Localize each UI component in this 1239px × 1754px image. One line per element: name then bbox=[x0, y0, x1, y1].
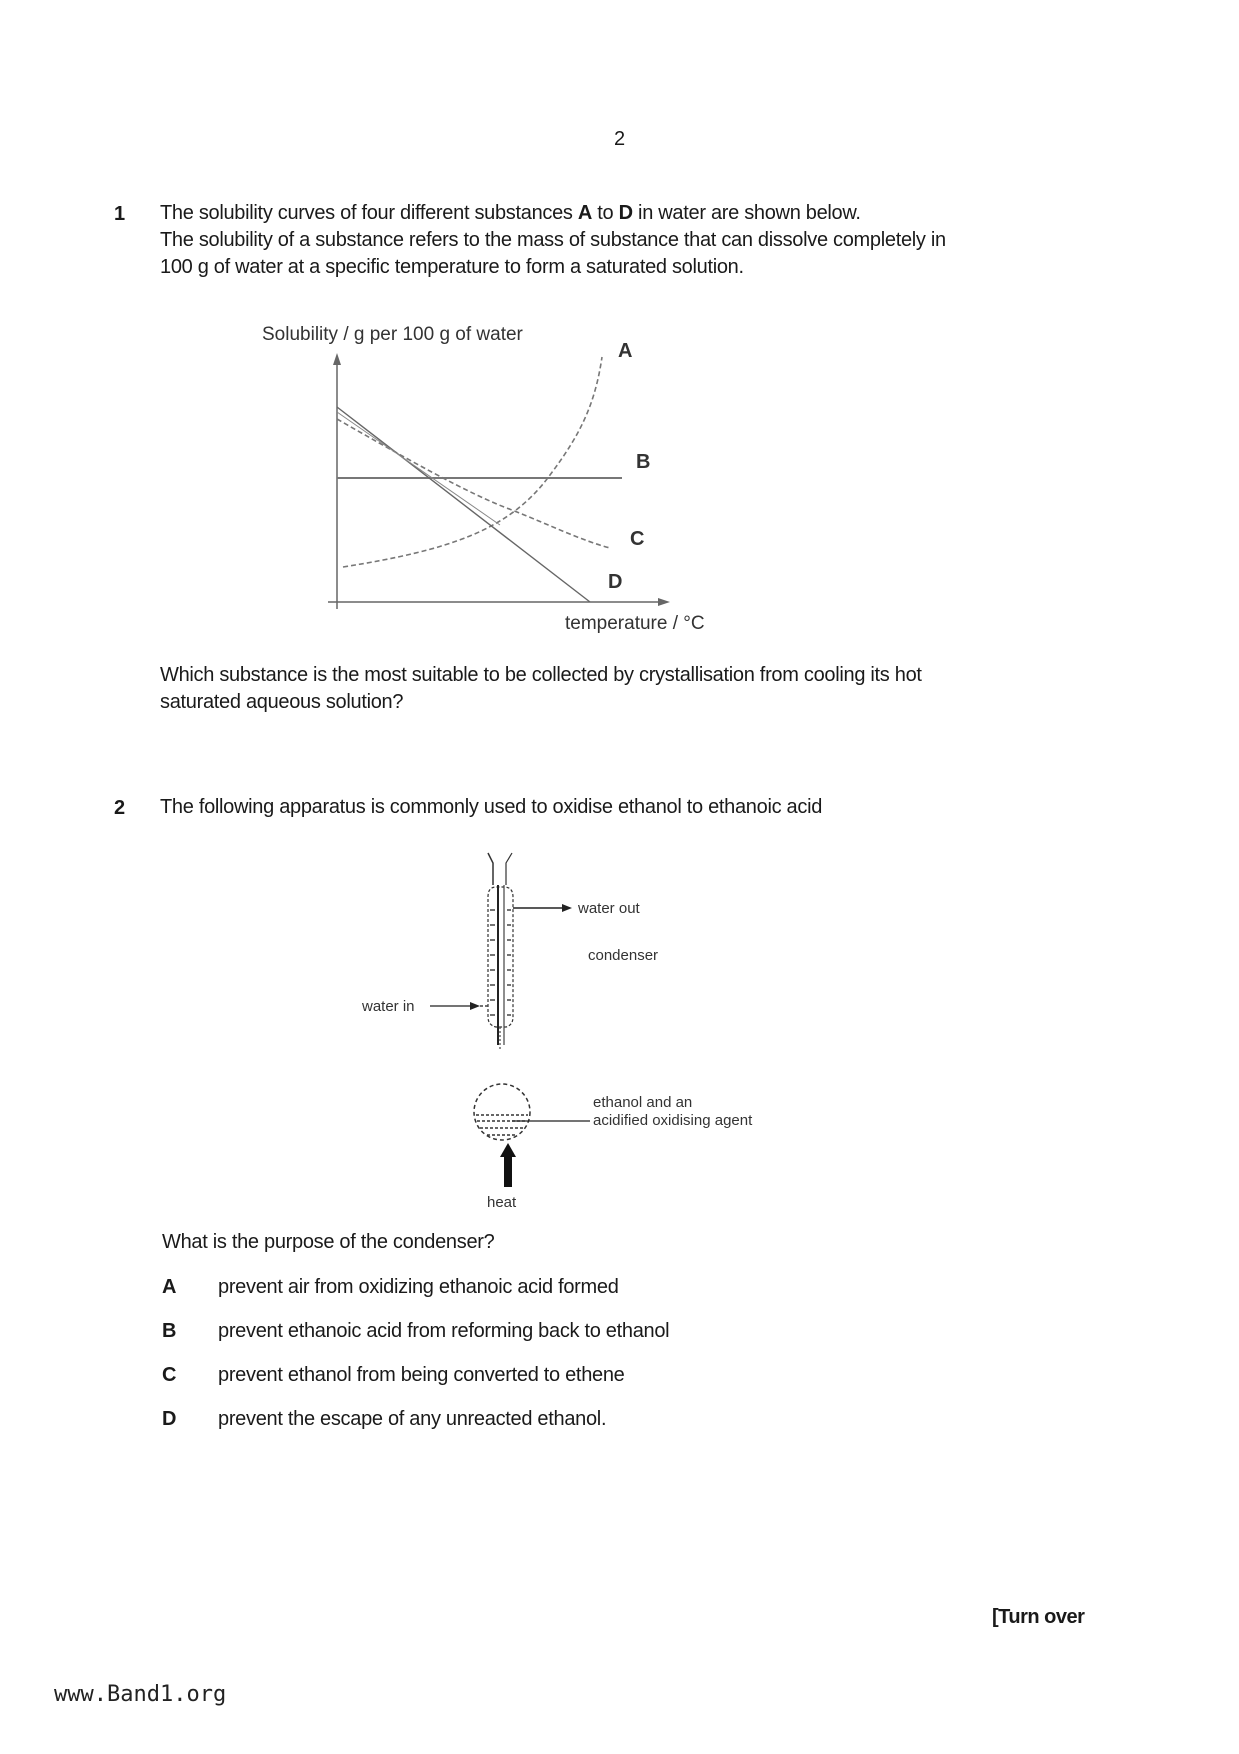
chart-y-axis-label: Solubility / g per 100 g of water bbox=[262, 324, 523, 345]
question-2-prompt: What is the purpose of the condenser? bbox=[162, 1231, 495, 1253]
option-d[interactable]: D prevent the escape of any unreacted ethanol. bbox=[162, 1408, 607, 1430]
flask-contents-label-line2: acidified oxidising agent bbox=[593, 1112, 753, 1129]
heat-label: heat bbox=[487, 1194, 517, 1211]
question-2-intro: The following apparatus is commonly used to oxidise ethanol to ethanoic acid bbox=[160, 796, 823, 818]
curve-d bbox=[337, 407, 590, 602]
footer-url: www.Band1.org bbox=[54, 1682, 227, 1707]
curve-label-b: B bbox=[636, 451, 651, 473]
solubility-chart bbox=[250, 315, 750, 635]
question-1-prompt: Which substance is the most suitable to be collected by crystallisation from cooling its hot saturated aqueous solution? bbox=[160, 664, 922, 713]
curve-label-d: D bbox=[608, 571, 623, 593]
option-b[interactable]: B prevent ethanoic acid from reforming back to ethanol bbox=[162, 1320, 670, 1342]
curve-a bbox=[343, 357, 602, 567]
condenser-label: condenser bbox=[588, 947, 659, 964]
question-2-number: 2 bbox=[114, 797, 126, 819]
reflux-apparatus-diagram bbox=[340, 845, 800, 1215]
page-number: 2 bbox=[613, 128, 626, 150]
water-in-label: water in bbox=[362, 998, 415, 1015]
curve-label-a: A bbox=[618, 340, 633, 362]
water-out-label: water out bbox=[578, 900, 640, 917]
turn-over-note: [Turn over bbox=[992, 1606, 1085, 1628]
question-1-intro-line2: The solubility of a substance refers to the mass of substance that can dissolve completely in bbox=[160, 229, 946, 251]
question-1-number: 1 bbox=[114, 203, 126, 225]
curve-label-c: C bbox=[630, 528, 645, 550]
question-1-intro-line3: 100 g of water at a specific temperature to form a saturated solution. bbox=[160, 256, 744, 278]
flask-contents-label-line1: ethanol and an bbox=[593, 1094, 693, 1111]
question-1-intro-line1: The solubility curves of four different substances A to D in water are shown below. bbox=[160, 202, 861, 224]
chart-x-axis-label: temperature / °C bbox=[565, 613, 705, 634]
heat-arrow-icon bbox=[504, 1155, 512, 1187]
option-c[interactable]: C prevent ethanol from being converted to ethene bbox=[162, 1364, 625, 1386]
option-a[interactable]: A prevent air from oxidizing ethanoic acid formed bbox=[162, 1276, 619, 1298]
question-2-options bbox=[162, 1276, 1062, 1452]
question-1-intro bbox=[160, 200, 1120, 281]
